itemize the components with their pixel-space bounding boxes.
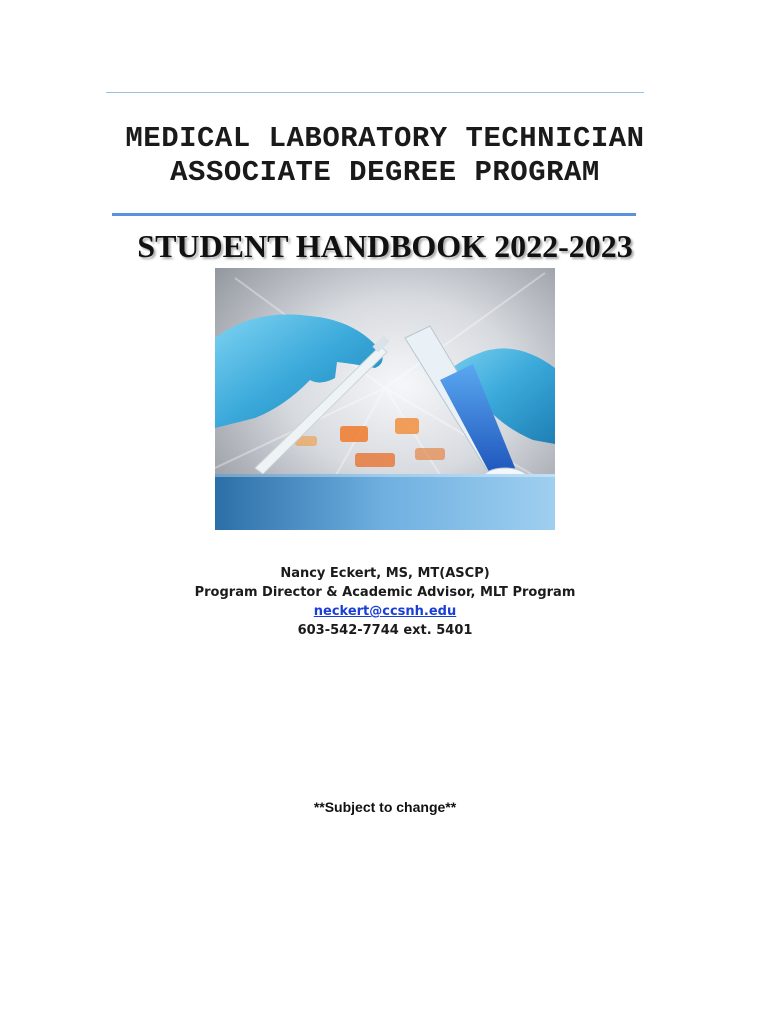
program-title-line-2: ASSOCIATE DEGREE PROGRAM [170,156,600,189]
title-divider [112,213,636,216]
lab-photo-icon [215,268,555,530]
top-divider [106,92,644,93]
program-title-line-1: MEDICAL LABORATORY TECHNICIAN [125,122,645,155]
contact-block [0,564,770,640]
contact-phone: 603-542-7744 ext. 5401 [297,623,473,638]
contact-email-link[interactable]: neckert@ccsnh.edu [313,604,457,619]
cover-lab-photo [215,268,555,530]
program-title [0,122,770,190]
contact-role: Program Director & Academic Advisor, MLT Program [194,585,576,600]
subject-to-change-notice: **Subject to change** [313,799,457,815]
contact-name: Nancy Eckert, MS, MT(ASCP) [280,566,490,581]
handbook-title: STUDENT HANDBOOK 2022-2023 [137,228,633,264]
